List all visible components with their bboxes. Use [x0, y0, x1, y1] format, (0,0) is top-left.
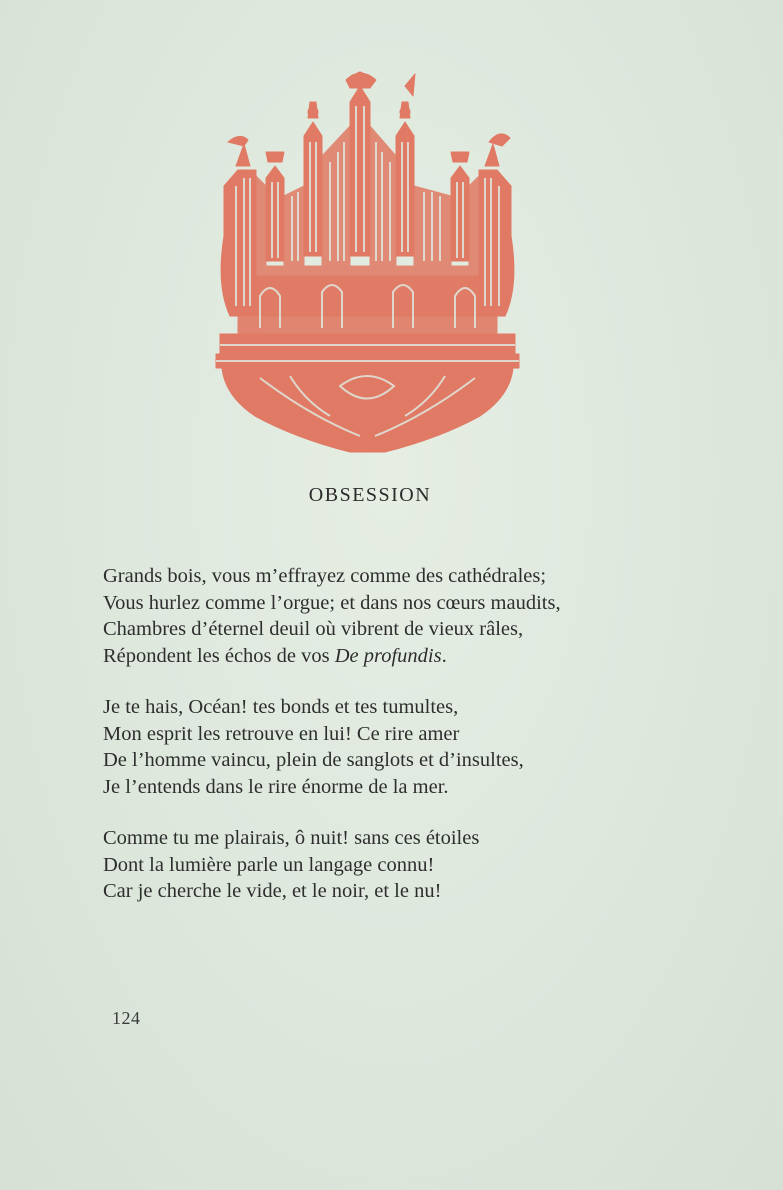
poem-line: Chambres d’éternel deuil où vibrent de vieux râles,: [103, 618, 524, 640]
poem-body: [103, 563, 703, 930]
poem-line: Je te hais, Océan! tes bonds et tes tumultes,: [103, 696, 459, 718]
poem-line: Dont la lumière parle un langage connu!: [103, 853, 435, 876]
stanza-2: [103, 694, 703, 800]
poem-line: Car je cherche le vide, et le noir, et le nu!: [103, 880, 442, 902]
poem-line: Je l’entends dans le rire énorme de la mer.: [103, 775, 449, 798]
poem-line: Grands bois, vous m’effrayez comme des cathédrales;: [103, 565, 547, 587]
pipe-organ-icon: [210, 66, 525, 458]
bleed-through-text: [20, 2, 25, 23]
poem-line: [103, 643, 703, 670]
poem-line: De l’homme vaincu, plein de sanglots et d’insultes,: [103, 749, 524, 771]
poem-line-punctuation: .: [441, 644, 447, 667]
poem-line-text: Répondent les échos de vos: [103, 644, 335, 667]
stanza-1: [103, 563, 703, 669]
poem-line: Vous hurlez comme l’orgue; et dans nos cœurs maudits,: [103, 591, 561, 614]
poem-line: Mon esprit les retrouve en lui! Ce rire amer: [103, 722, 460, 745]
stanza-3: [103, 825, 703, 905]
italic-phrase: De profundis: [334, 644, 442, 667]
page-number: 124: [112, 1008, 141, 1028]
poem-line: Comme tu me plairais, ô nuit! sans ces étoiles: [103, 827, 480, 849]
poem-title: OBSESSION: [308, 484, 432, 506]
